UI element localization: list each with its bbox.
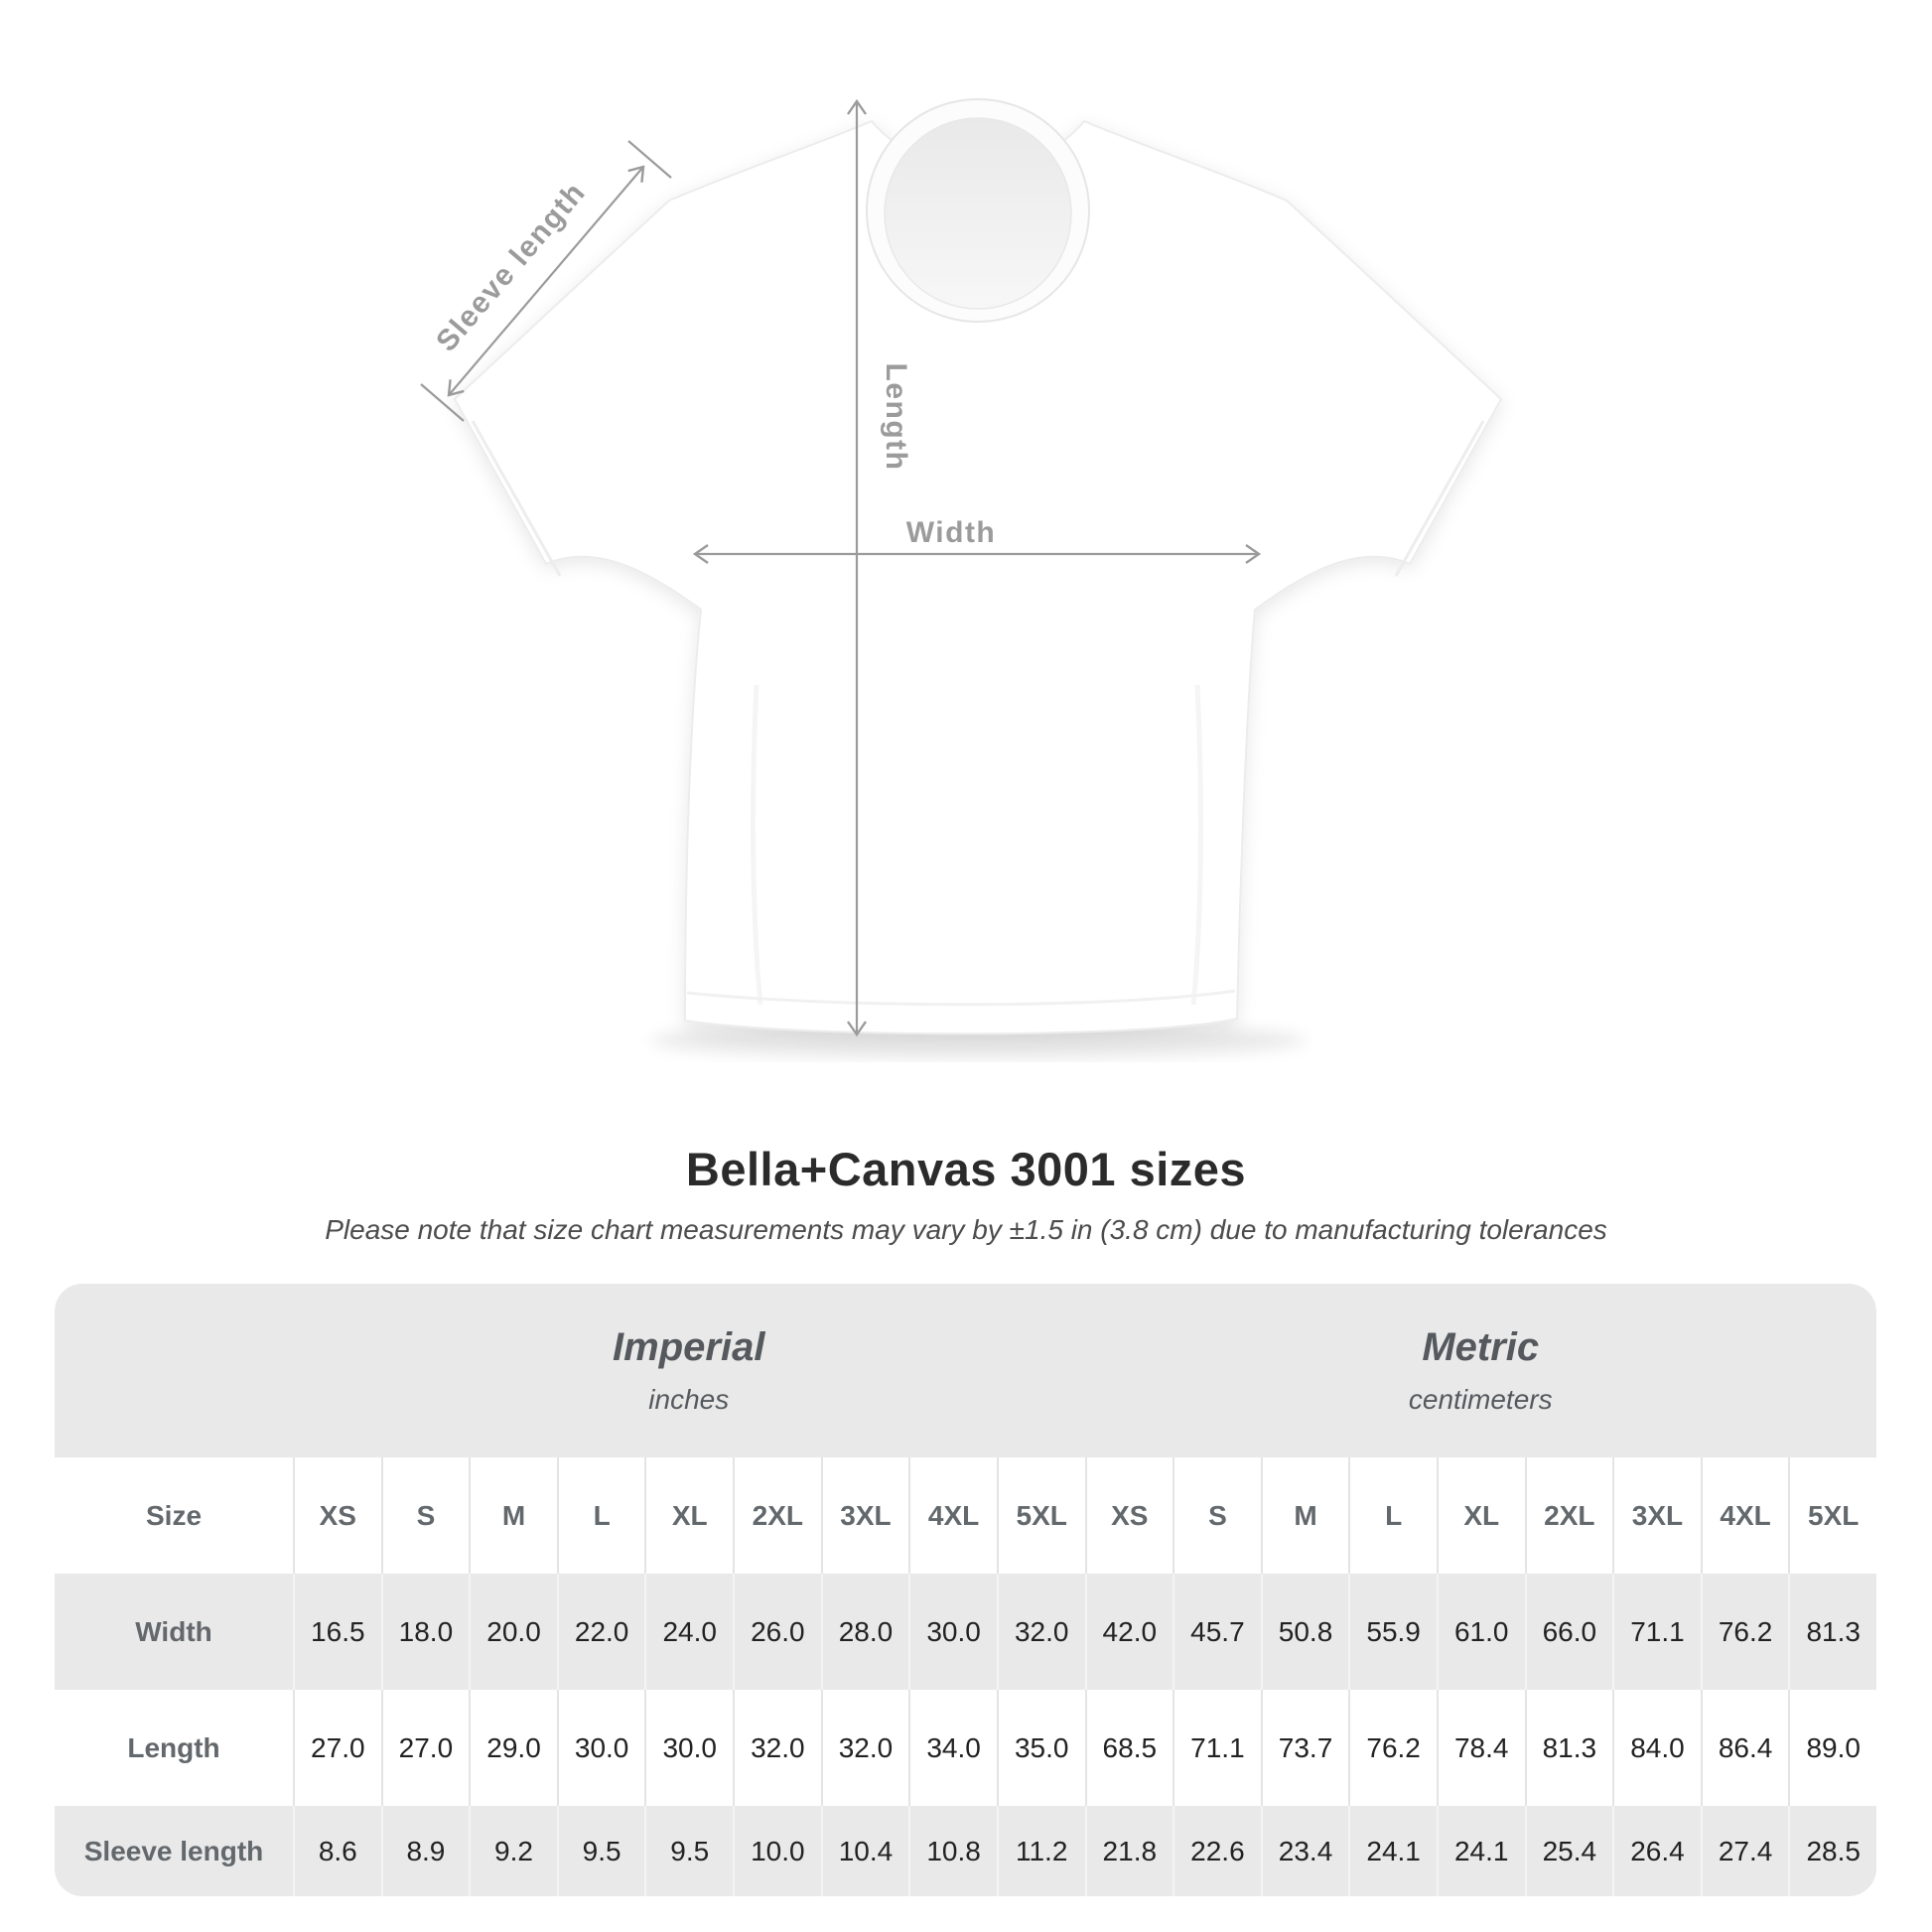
size-column-header: 3XL bbox=[821, 1457, 909, 1574]
measurement-value-cell: 24.0 bbox=[644, 1574, 733, 1690]
measurement-value-cell: 27.4 bbox=[1701, 1806, 1789, 1896]
imperial-title: Imperial bbox=[613, 1325, 765, 1369]
length-label: Length bbox=[880, 362, 912, 472]
measurement-value-cell: 55.9 bbox=[1348, 1574, 1437, 1690]
measurement-value-cell: 9.5 bbox=[557, 1806, 645, 1896]
size-column-header: XS bbox=[293, 1457, 381, 1574]
measurement-value-cell: 27.0 bbox=[381, 1690, 470, 1806]
size-column-header: M bbox=[469, 1457, 557, 1574]
size-column-header: M bbox=[1261, 1457, 1349, 1574]
tolerance-note: Please note that size chart measurements may vary by ±1.5 in (3.8 cm) due to manufacturing tolerances bbox=[325, 1214, 1607, 1245]
measurement-value-cell: 32.0 bbox=[997, 1574, 1085, 1690]
sleeve-length-end-tick bbox=[628, 141, 671, 178]
measurement-value-cell: 10.4 bbox=[821, 1806, 909, 1896]
imperial-unit: inches bbox=[648, 1384, 730, 1415]
measurement-value-cell: 26.4 bbox=[1612, 1806, 1701, 1896]
measurement-value-cell: 10.8 bbox=[908, 1806, 997, 1896]
measurement-value-cell: 89.0 bbox=[1788, 1690, 1876, 1806]
measurement-value-cell: 28.5 bbox=[1788, 1806, 1876, 1896]
measurement-value-cell: 25.4 bbox=[1525, 1806, 1613, 1896]
measurement-value-cell: 76.2 bbox=[1701, 1574, 1789, 1690]
size-column-header: 4XL bbox=[1701, 1457, 1789, 1574]
measurement-value-cell: 42.0 bbox=[1085, 1574, 1173, 1690]
page-title: Bella+Canvas 3001 sizes bbox=[685, 1143, 1247, 1195]
size-column-header: 5XL bbox=[1788, 1457, 1876, 1574]
measurement-value-cell: 10.0 bbox=[733, 1806, 821, 1896]
measurement-value-cell: 24.1 bbox=[1437, 1806, 1525, 1896]
measurement-value-cell: 18.0 bbox=[381, 1574, 470, 1690]
measurement-value-cell: 30.0 bbox=[644, 1690, 733, 1806]
measurement-value-cell: 50.8 bbox=[1261, 1574, 1349, 1690]
measurement-value-cell: 27.0 bbox=[293, 1690, 381, 1806]
size-column-header: 2XL bbox=[733, 1457, 821, 1574]
metric-unit: centimeters bbox=[1408, 1384, 1553, 1415]
measurement-value-cell: 9.2 bbox=[469, 1806, 557, 1896]
measurement-value-cell: 68.5 bbox=[1085, 1690, 1173, 1806]
measurement-value-cell: 81.3 bbox=[1788, 1574, 1876, 1690]
measurement-value-cell: 30.0 bbox=[557, 1690, 645, 1806]
width-label: Width bbox=[905, 516, 997, 549]
measurement-value-cell: 22.0 bbox=[557, 1574, 645, 1690]
measurement-value-cell: 84.0 bbox=[1612, 1690, 1701, 1806]
unit-band-spacer bbox=[55, 1284, 293, 1457]
measurement-value-cell: 30.0 bbox=[908, 1574, 997, 1690]
measurement-value-cell: 86.4 bbox=[1701, 1690, 1789, 1806]
size-column-header: 2XL bbox=[1525, 1457, 1613, 1574]
measurement-row-label: Sleeve length bbox=[83, 1835, 264, 1866]
table-row bbox=[55, 1806, 1876, 1896]
sleeve-length-label: Sleeve length bbox=[430, 176, 593, 358]
table-row bbox=[55, 1574, 1876, 1690]
measurement-value-cell: 32.0 bbox=[821, 1690, 909, 1806]
size-table bbox=[55, 1284, 1876, 1896]
measurement-value-cell: 71.1 bbox=[1612, 1574, 1701, 1690]
measurement-value-cell: 22.6 bbox=[1173, 1806, 1261, 1896]
size-column-header: 5XL bbox=[997, 1457, 1085, 1574]
measurement-value-cell: 20.0 bbox=[469, 1574, 557, 1690]
size-column-header: S bbox=[1173, 1457, 1261, 1574]
measurement-value-cell: 9.5 bbox=[644, 1806, 733, 1896]
size-column-header: 3XL bbox=[1612, 1457, 1701, 1574]
measurement-value-cell: 29.0 bbox=[469, 1690, 557, 1806]
size-column-header: L bbox=[1348, 1457, 1437, 1574]
measurement-value-cell: 16.5 bbox=[293, 1574, 381, 1690]
table-row bbox=[55, 1690, 1876, 1806]
measurement-value-cell: 73.7 bbox=[1261, 1690, 1349, 1806]
measurement-value-cell: 35.0 bbox=[997, 1690, 1085, 1806]
metric-title: Metric bbox=[1422, 1325, 1540, 1369]
measurement-value-cell: 81.3 bbox=[1525, 1690, 1613, 1806]
measurement-value-cell: 71.1 bbox=[1173, 1690, 1261, 1806]
measurement-value-cell: 8.6 bbox=[293, 1806, 381, 1896]
neck-opening bbox=[885, 118, 1071, 309]
size-column-header: XL bbox=[1437, 1457, 1525, 1574]
measurement-value-cell: 28.0 bbox=[821, 1574, 909, 1690]
measurement-value-cell: 23.4 bbox=[1261, 1806, 1349, 1896]
measurement-row-label: Width bbox=[135, 1615, 212, 1647]
measurement-value-cell: 11.2 bbox=[997, 1806, 1085, 1896]
measurement-value-cell: 45.7 bbox=[1173, 1574, 1261, 1690]
size-column-header: XS bbox=[1085, 1457, 1173, 1574]
table-rows bbox=[55, 1574, 1876, 1896]
measurement-value-cell: 21.8 bbox=[1085, 1806, 1173, 1896]
size-row-header: Size bbox=[145, 1499, 203, 1531]
measurement-row-label: Length bbox=[127, 1731, 220, 1763]
metric-header bbox=[1085, 1284, 1877, 1457]
size-column-header: XL bbox=[644, 1457, 733, 1574]
size-column-header: L bbox=[557, 1457, 645, 1574]
measurement-value-cell: 78.4 bbox=[1437, 1690, 1525, 1806]
measurement-value-cell: 66.0 bbox=[1525, 1574, 1613, 1690]
size-column-header: 4XL bbox=[908, 1457, 997, 1574]
measurement-value-cell: 76.2 bbox=[1348, 1690, 1437, 1806]
measurement-value-cell: 26.0 bbox=[733, 1574, 821, 1690]
measurement-value-cell: 24.1 bbox=[1348, 1806, 1437, 1896]
unit-header-band bbox=[55, 1284, 1876, 1457]
title-block bbox=[0, 1142, 1932, 1246]
measurement-value-cell: 32.0 bbox=[733, 1690, 821, 1806]
measurement-value-cell: 34.0 bbox=[908, 1690, 997, 1806]
imperial-header bbox=[293, 1284, 1085, 1457]
size-column-header: S bbox=[381, 1457, 470, 1574]
measurement-value-cell: 61.0 bbox=[1437, 1574, 1525, 1690]
size-header-row bbox=[55, 1457, 1876, 1574]
measurement-value-cell: 8.9 bbox=[381, 1806, 470, 1896]
